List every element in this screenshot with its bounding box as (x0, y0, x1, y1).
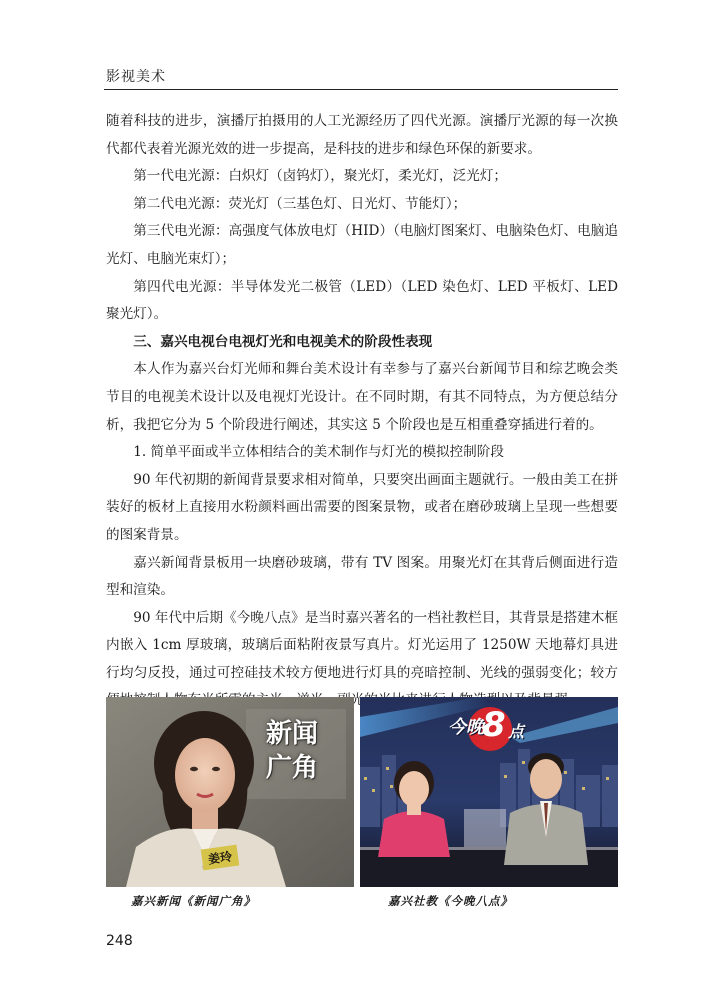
photo-studio-two-hosts (360, 697, 618, 887)
photo-news-anchor (106, 697, 354, 887)
paragraph-gen4: 第四代电光源：半导体发光二极管（LED）（LED 染色灯、LED 平板灯、LED 聚光灯）。 (106, 278, 618, 323)
running-header-title: 影视美术 (106, 69, 166, 85)
paragraph-jiaxing-news-board: 嘉兴新闻背景板用一块磨砂玻璃，带有 TV 图案。用聚光灯在其背后侧面进行造型和渲染。 (106, 554, 618, 599)
paragraph-gen2: 第二代电光源：荧光灯（三基色灯、日光灯、节能灯）； (133, 195, 467, 212)
paragraph-light-sources-intro: 随着科技的进步，演播厅拍摄用的人工光源经历了四代光源。演播厅光源的每一次换代都代表着光源光效的进一步提高，是科技的进步和绿色环保的新要求。 (106, 113, 618, 157)
caption-studio-hosts: 嘉兴社教《今晚八点》 (388, 894, 513, 908)
section-heading: 三、嘉兴电视台电视灯光和电视美术的阶段性表现 (133, 333, 433, 350)
news-program-overlay-title: 新闻 广角 (266, 719, 319, 783)
paragraph-author-intro: 本人作为嘉兴台灯光师和舞台美术设计有幸参与了嘉兴台新闻节目和综艺晚会类节目的电视美术设计以及电视灯光设计。在不同时期，有其不同特点，为方便总结分析，我把它分为 5 个阶段进行阐述，其实这 5 个阶段也是互相重叠穿插进行着的。 (106, 361, 618, 433)
caption-news-anchor: 嘉兴新闻《新闻广角》 (131, 894, 256, 908)
page-number: 248 (106, 933, 133, 949)
tonight-logo-suffix: 点 (508, 722, 525, 741)
body-text (106, 108, 618, 715)
subheading-stage-1: 1. 简单平面或半立体相结合的美术制作与灯光的模拟控制阶段 (133, 444, 504, 461)
anchor-name-tag: 姜玲 (201, 845, 240, 871)
header-rule (104, 89, 618, 90)
paragraph-tonight-8pm: 90 年代中后期《今晚八点》是当时嘉兴著名的一档社教栏目，其背景是搭建木框内嵌入 1cm 厚玻璃，玻璃后面粘附夜景写真片。灯光运用了 1250W 天地幕灯具进行均匀反投，通过可控硅技术较方便地进行灯具的亮暗控制、光线的强弱变化；较方 光 (106, 609, 618, 709)
tonight-logo-number: 8 (482, 705, 506, 745)
paragraph-90s-news-background: 90 年代初期的新闻背景要求相对简单，只要突出画面主题就行。一般由美工在拼装好的板材上直接用水粉颜料画出需要的图案景物，或者在磨砂玻璃上呈现一些想要的图案背景。 (106, 471, 618, 543)
paragraph-gen3: 第三代电光源：高强度气体放电灯（HID）（电脑灯图案灯、电脑染色灯、电脑追光灯、电脑光束灯）； (106, 223, 618, 267)
paragraph-gen1: 第一代电光源：白炽灯（卤钨灯），聚光灯，柔光灯，泛光灯； (133, 168, 508, 185)
tonight-logo-text: 今晚 (448, 717, 484, 738)
